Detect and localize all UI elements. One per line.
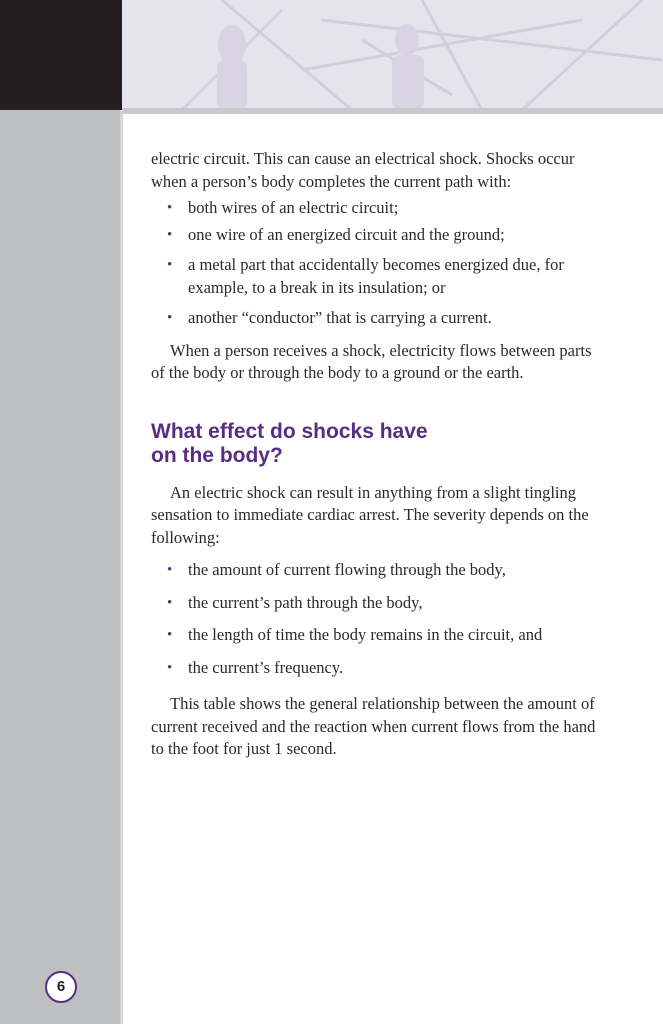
header-banner-image (122, 0, 663, 110)
main-content (151, 148, 606, 761)
list-item: • both wires of an electric circuit; (151, 197, 606, 220)
header-corner-block (0, 0, 122, 110)
section2-bullet-list (151, 559, 606, 679)
bullet-dot-icon: • (167, 594, 173, 611)
bullet-dot-icon: • (167, 257, 173, 273)
sidebar-edge (120, 110, 123, 1024)
section2-heading: What effect do shocks have on the body? (151, 419, 428, 467)
bullet-dot-icon: • (167, 310, 173, 326)
list-item: • another “conductor” that is carrying a current. (151, 307, 606, 330)
bullet-dot-icon: • (167, 627, 173, 643)
page-number-badge: 6 (45, 971, 77, 1003)
bullet-dot-icon: • (167, 226, 173, 243)
list-item: • a metal part that accidentally becomes energized due, for example, to a break in its insulation; or (167, 255, 564, 297)
line-workers-photo (122, 0, 663, 110)
list-item: • the amount of current flowing through the body, (151, 559, 606, 582)
list-item: • one wire of an energized circuit and the ground; (151, 224, 606, 247)
bullet-dot-icon: • (167, 659, 173, 676)
section1-intro: electric circuit. This can cause an electrical shock. Shocks occur when a person’s body completes the current path with: (151, 149, 575, 191)
list-item: • the length of time the body remains in the circuit, and (151, 624, 606, 647)
section2-intro: An electric shock can result in anything from a slight tingling sensation to immediate cardiac arrest. The severity depends on the following: (151, 482, 589, 547)
bullet-dot-icon: • (167, 200, 173, 216)
list-item: • the current’s frequency. (151, 657, 606, 680)
section1-closing: When a person receives a shock, electricity flows between parts of the body or through the body to a ground or the earth. (151, 340, 592, 382)
header-divider (122, 108, 663, 114)
bullet-dot-icon: • (167, 562, 173, 578)
section2-closing: This table shows the general relationship between the amount of current received and the reaction when current flows from the hand to the foot for just 1 second. (151, 694, 596, 758)
list-item: • the current’s path through the body, (151, 592, 606, 615)
left-sidebar (0, 110, 120, 1024)
section1-bullet-list (151, 197, 606, 330)
